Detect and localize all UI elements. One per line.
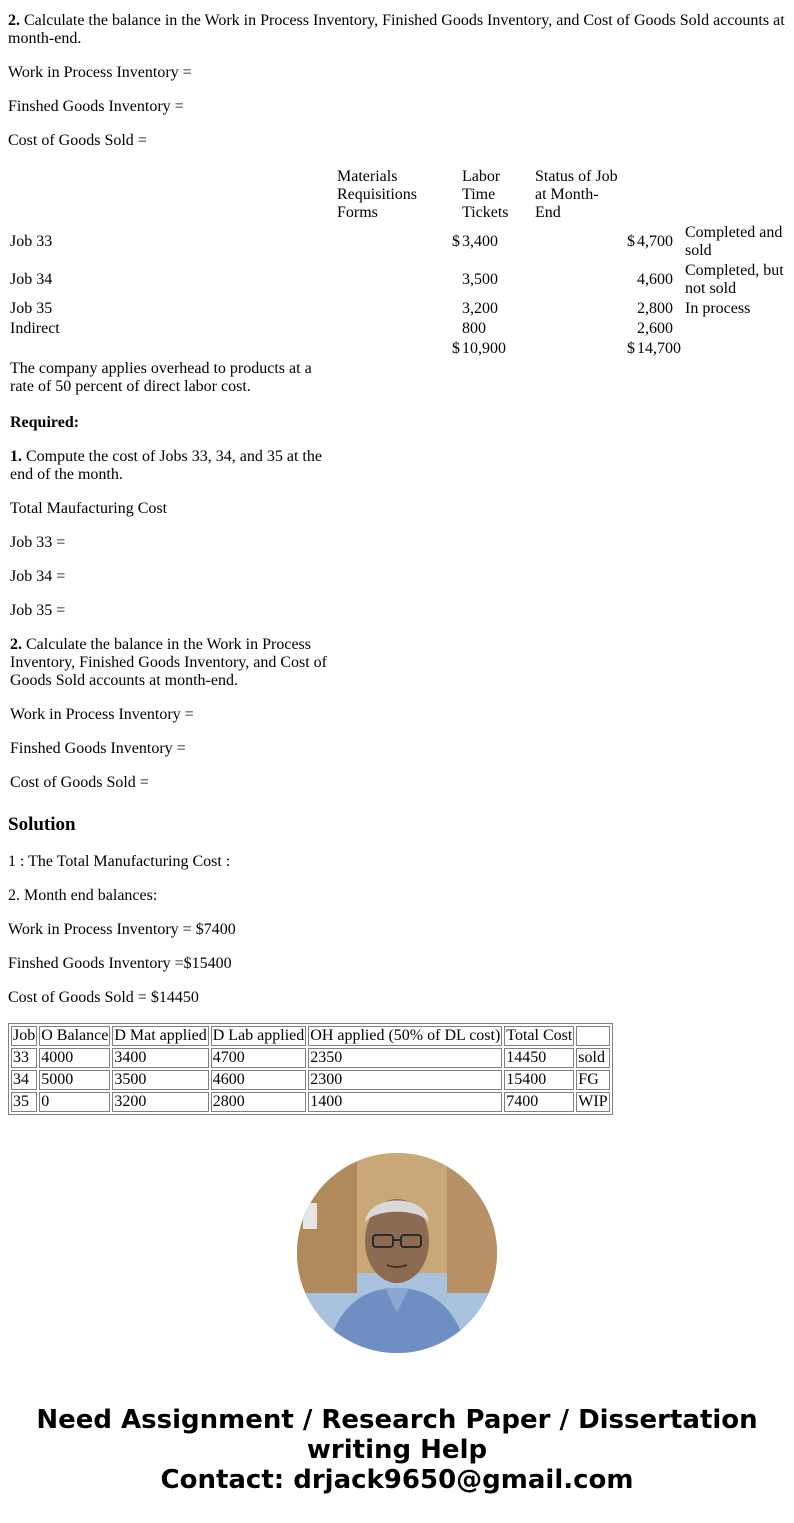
row-job34-mat: 3,500 — [462, 271, 498, 288]
total-mfg-label: Total Maufacturing Cost — [10, 500, 168, 517]
solution-table-header: Job — [13, 1027, 36, 1044]
total-lab-sign: $ — [627, 340, 635, 357]
top-cogs-line: Cost of Goods Sold = — [8, 132, 147, 149]
solution-heading: Solution — [8, 814, 76, 835]
row-job35-status: In process — [685, 300, 751, 317]
table-cell: sold — [576, 1048, 609, 1068]
footer-line2: writing Help — [306, 1435, 488, 1465]
table-cell: 4600 — [211, 1070, 307, 1090]
solution-table-header-row — [11, 1026, 610, 1046]
total-mat: 10,900 — [462, 340, 506, 357]
table-cell: 34 — [11, 1070, 37, 1090]
avatar — [297, 1153, 497, 1353]
solution-fg: Finshed Goods Inventory =$15400 — [8, 955, 232, 972]
solution-cogs: Cost of Goods Sold = $14450 — [8, 989, 199, 1006]
job33-line: Job 33 = — [10, 534, 66, 551]
row-indirect-label: Indirect — [10, 320, 60, 337]
solution-table-header: O Balance — [41, 1027, 109, 1044]
row-job33-status: Completed and sold — [685, 224, 783, 259]
required-label: Required: — [10, 414, 80, 431]
solution-table-header — [576, 1026, 609, 1046]
row-indirect-mat: 800 — [462, 320, 486, 337]
footer-contact — [0, 1405, 794, 1495]
table-row — [11, 1092, 610, 1112]
solution-table-header: Total Cost — [506, 1027, 573, 1044]
row-indirect-lab: 2,600 — [637, 320, 673, 337]
table-cell: 3200 — [112, 1092, 208, 1112]
table-cell: 35 — [11, 1092, 37, 1112]
row-job34-status: Completed, but not sold — [685, 262, 784, 297]
table-row — [11, 1048, 610, 1068]
solution-line2: 2. Month end balances: — [8, 887, 158, 904]
top-question — [8, 12, 786, 48]
table-cell: WIP — [578, 1093, 608, 1110]
solution-table-header: D Mat applied — [114, 1027, 207, 1044]
total-mat-sign: $ — [452, 340, 460, 357]
row-job34-lab: 4,600 — [637, 271, 673, 288]
row-job33-mat-sign: $ — [452, 233, 460, 250]
table-cell: 2800 — [211, 1092, 307, 1112]
q2-text: 2. Calculate the balance in the Work in Process Inventory, Finished Goods Inventory, and Cost of Goods Sold accounts at month-end. — [10, 636, 327, 689]
solution-table-header: D Lab applied — [212, 1027, 305, 1044]
q2-cogs-line: Cost of Goods Sold = — [10, 774, 149, 791]
row-job33-mat: 3,400 — [462, 233, 498, 250]
q2-fg-line: Finshed Goods Inventory = — [10, 740, 186, 757]
table-row — [11, 1070, 610, 1090]
top-wip-line: Work in Process Inventory = — [8, 64, 192, 81]
q1-text: 1. Compute the cost of Jobs 33, 34, and 35 at the end of the month. — [10, 448, 322, 483]
row-job35-mat: 3,200 — [462, 300, 498, 317]
table-cell: 33 — [11, 1048, 37, 1068]
table-cell: 3500 — [112, 1070, 208, 1090]
table-cell: FG — [576, 1070, 609, 1090]
job35-line: Job 35 = — [10, 602, 66, 619]
table-cell: 15400 — [504, 1070, 574, 1090]
top-question-number: 2. — [8, 12, 20, 29]
total-lab: 14,700 — [637, 340, 681, 357]
solution-table — [8, 1023, 613, 1115]
table-cell: 1400 — [308, 1092, 502, 1112]
header-labor: Labor Time Tickets — [462, 168, 509, 221]
q2-wip-line: Work in Process Inventory = — [10, 706, 194, 723]
row-job33-lab: 4,700 — [637, 233, 673, 250]
row-job33-lab-sign: $ — [627, 233, 635, 250]
header-status: Status of Job at Month- End — [535, 168, 618, 221]
table-cell: 14450 — [504, 1048, 574, 1068]
row-job33-label: Job 33 — [10, 233, 53, 250]
table-cell: 5000 — [39, 1070, 110, 1090]
header-materials: Materials Requisitions Forms — [337, 168, 418, 221]
footer-line1: Need Assignment / Research Paper / Dissertation — [36, 1405, 758, 1435]
solution-table-header: OH applied (50% of DL cost) — [310, 1027, 501, 1044]
table-cell: 3400 — [112, 1048, 208, 1068]
job34-line: Job 34 = — [10, 568, 66, 585]
table-cell: 2300 — [308, 1070, 502, 1090]
table-cell: 0 — [39, 1092, 110, 1112]
solution-wip: Work in Process Inventory = $7400 — [8, 921, 236, 938]
avatar-portrait-icon — [297, 1153, 497, 1353]
row-job35-label: Job 35 — [10, 300, 53, 317]
footer-line3: Contact: drjack9650@gmail.com — [160, 1465, 634, 1495]
table-cell: 4000 — [39, 1048, 110, 1068]
row-job35-lab: 2,800 — [637, 300, 673, 317]
table-cell: 2350 — [308, 1048, 502, 1068]
table-cell: 4700 — [211, 1048, 307, 1068]
overhead-note: The company applies overhead to products at a rate of 50 percent of direct labor cost. — [10, 360, 312, 395]
table-cell: 7400 — [504, 1092, 574, 1112]
top-fg-line: Finshed Goods Inventory = — [8, 98, 184, 115]
top-question-text: Calculate the balance in the Work in Process Inventory, Finished Goods Inventory, and Cost of Goods Sold accounts at month-end. — [8, 12, 785, 47]
solution-line1: 1 : The Total Manufacturing Cost : — [8, 853, 231, 870]
row-job34-label: Job 34 — [10, 271, 53, 288]
